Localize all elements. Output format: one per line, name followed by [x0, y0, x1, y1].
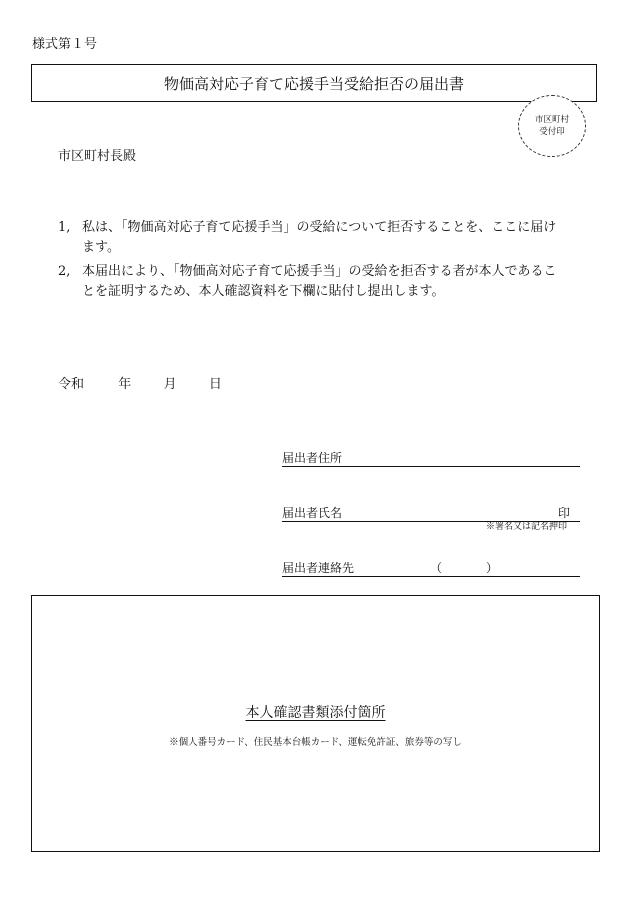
- date-month: 月: [163, 377, 177, 392]
- form-title-box: [31, 64, 597, 102]
- date-era: 令和: [58, 377, 85, 392]
- id-document-attachment-area: [31, 595, 600, 852]
- date-year: 年: [118, 377, 132, 392]
- contact-label: 届出者連絡先: [282, 561, 355, 575]
- stamp-line1: 市区町村: [534, 115, 569, 125]
- item-text: 私は、「物価高対応子育て応援手当」の受給について拒否することを、ここに届けます。: [82, 220, 557, 255]
- statement-item-1: [58, 218, 568, 258]
- reception-stamp-circle: [518, 95, 586, 157]
- statement-item-2: [58, 262, 568, 302]
- name-label: 届出者氏名: [282, 506, 343, 520]
- form-number: 様式第１号: [32, 37, 98, 52]
- addressee: 市区町村長殿: [58, 149, 137, 164]
- date-day: 日: [208, 377, 222, 392]
- item-number: 1,: [58, 220, 71, 235]
- form-title: 物価高対応子育て応援手当受給拒否の届出書: [163, 74, 464, 93]
- contact-paren-open: （: [430, 561, 443, 575]
- contact-field[interactable]: [282, 559, 580, 577]
- address-field[interactable]: [282, 449, 580, 467]
- item-text: 本届出により、「物価高対応子育て応援手当」の受給を拒否する者が本人であることを証明するため、本人確認資料を下欄に貼付し提出します。: [82, 264, 557, 299]
- attachment-title: 本人確認書類添付箇所: [245, 705, 386, 721]
- item-number: 2,: [58, 264, 71, 279]
- date-line: [58, 373, 222, 392]
- signature-note: ※署名又は記名押印: [486, 522, 568, 532]
- seal-mark: 印: [557, 506, 570, 520]
- address-label: 届出者住所: [282, 451, 343, 465]
- attachment-note: ※個人番号カード、住民基本台帳カード、運転免許証、旅券等の写し: [169, 737, 462, 748]
- attachment-title-row: [32, 702, 599, 722]
- contact-paren-close: ）: [486, 561, 499, 575]
- stamp-line2: 受付印: [539, 127, 565, 137]
